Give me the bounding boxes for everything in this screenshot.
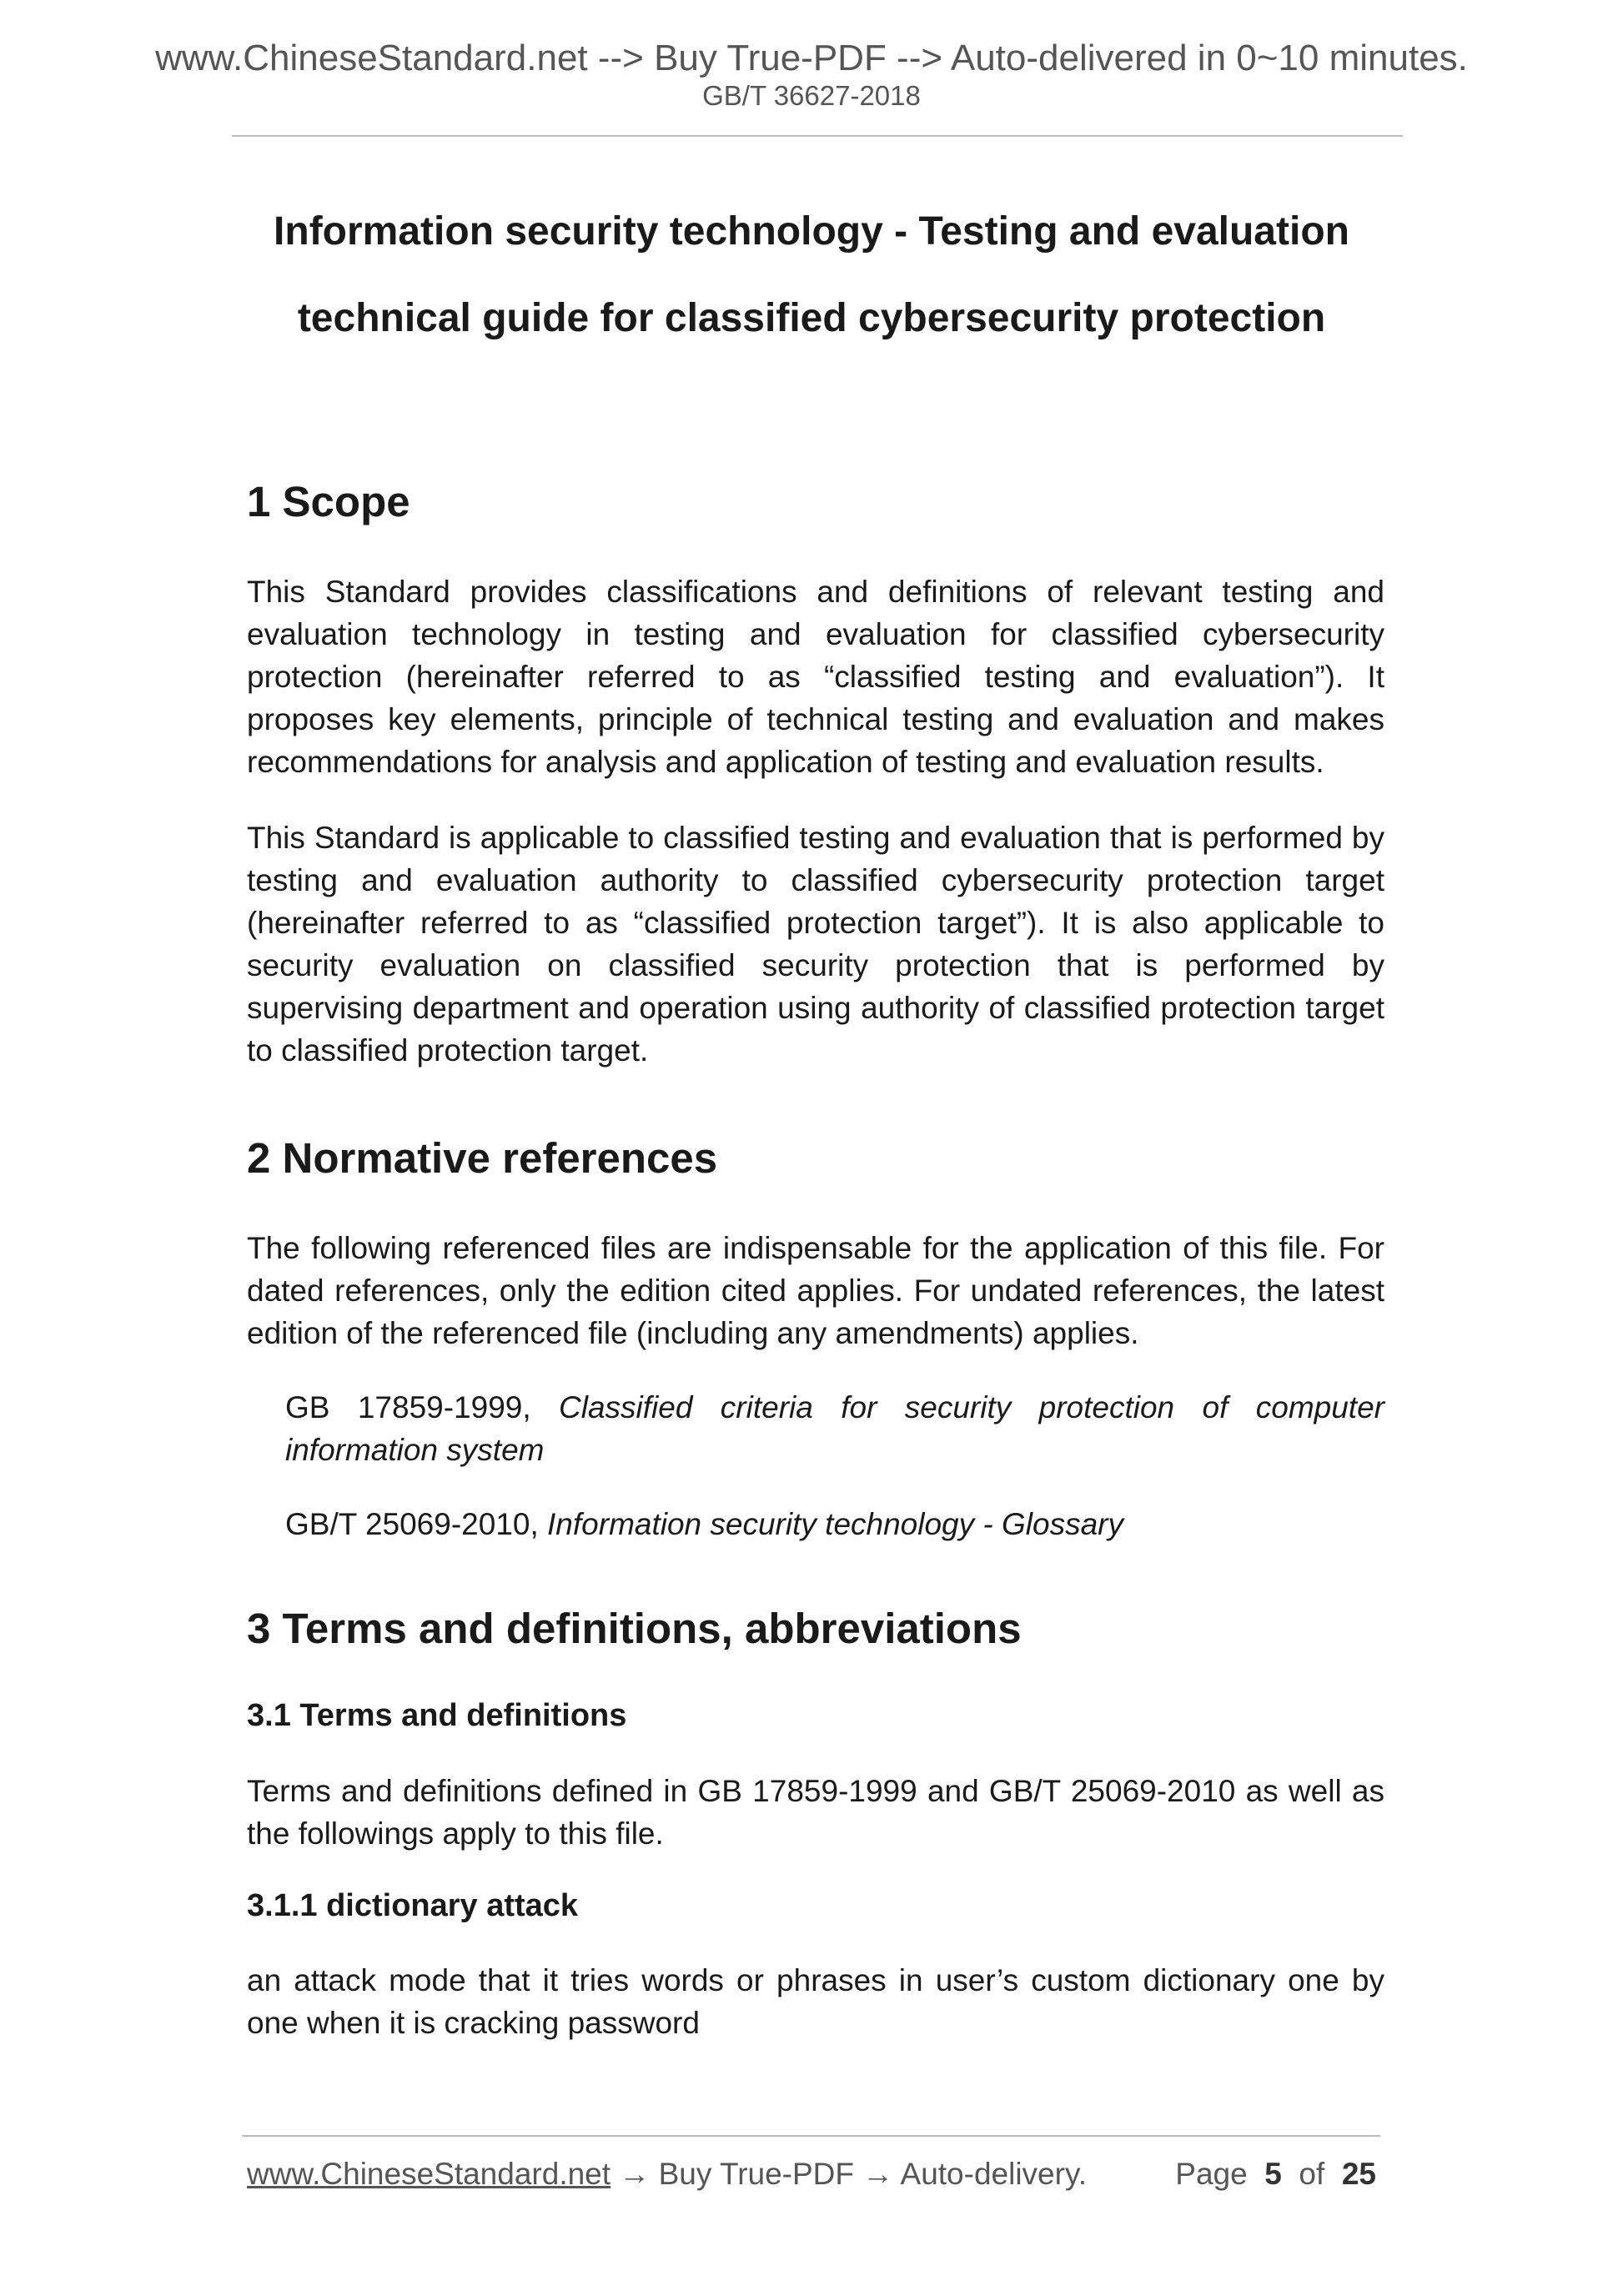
document-title — [167, 188, 1456, 362]
term-heading-dictionary-attack: 3.1.1 dictionary attack — [247, 1887, 579, 1923]
title-line-2: technical guide for classified cybersecurity protection — [297, 296, 1326, 340]
section-heading-terms: 3 Terms and definitions, abbreviations — [247, 1604, 1022, 1652]
header-divider — [232, 135, 1403, 137]
page-current: 5 — [1264, 2157, 1282, 2191]
section-heading-scope: 1 Scope — [247, 478, 410, 525]
scope-paragraph-2: This Standard is applicable to classified testing and evaluation that is performed by testing and evaluation authority to classified cybersecurity protection target (hereinafter referred to as “classified protection target”). It is also applicable to security evaluation on classified security protection that is performed by supervising department and operation using authority of classified protection target to classified protection target. — [247, 820, 1384, 1068]
top-banner: www.ChineseStandard.net --> Buy True-PDF --> Auto-delivered in 0~10 minutes. — [155, 38, 1468, 78]
page-indicator — [1175, 2158, 1376, 2189]
page-of-label: of — [1299, 2157, 1325, 2191]
scope-paragraph-1: This Standard provides classifications and definitions of relevant testing and evaluation technology in testing and evaluation for classified cybersecurity protection (hereinafter referred to as “classified testing and evaluation”). It proposes key elements, principle of technical testing and evaluation and makes recommendations for analysis and application of testing and evaluation results. — [247, 574, 1384, 779]
page-content — [247, 475, 1384, 2044]
reference-item — [247, 1503, 1384, 1545]
reference-code: GB/T 25069-2010, — [285, 1506, 548, 1541]
footer-promo-suffix: → Buy True-PDF → Auto-delivery. — [611, 2157, 1087, 2191]
normative-references-intro: The following referenced files are indispensable for the application of this file. For dated references, only the edition cited applies. For undated references, the latest edition of the referenced file (including any amendments) applies. — [247, 1230, 1384, 1350]
document-number: GB/T 36627-2018 — [702, 80, 921, 111]
section-heading-normative-references: 2 Normative references — [247, 1133, 718, 1182]
term-definition-dictionary-attack: an attack mode that it tries words or phrases in user’s custom dictionary one by one when it is cracking password — [247, 1963, 1384, 2041]
footer-promo — [247, 2157, 1087, 2191]
reference-code: GB 17859-1999, — [285, 1389, 560, 1424]
reference-title: Information security technology - Glossary — [547, 1506, 1123, 1541]
reference-item — [247, 1386, 1384, 1471]
subsection-heading-terms-definitions: 3.1 Terms and definitions — [247, 1698, 627, 1734]
page-total: 25 — [1341, 2157, 1376, 2191]
page-footer — [247, 2158, 1376, 2189]
reference-title: Classified criteria for security protection of computer information system — [285, 1389, 1384, 1467]
page-label: Page — [1175, 2157, 1248, 2191]
title-line-1: Information security technology - Testing and evaluation — [274, 209, 1349, 254]
footer-divider — [242, 2135, 1380, 2137]
terms-definitions-paragraph: Terms and definitions defined in GB 17859-1999 and GB/T 25069-2010 as well as the followings apply to this file. — [247, 1773, 1384, 1851]
footer-site-link[interactable]: www.ChineseStandard.net — [247, 2157, 611, 2191]
